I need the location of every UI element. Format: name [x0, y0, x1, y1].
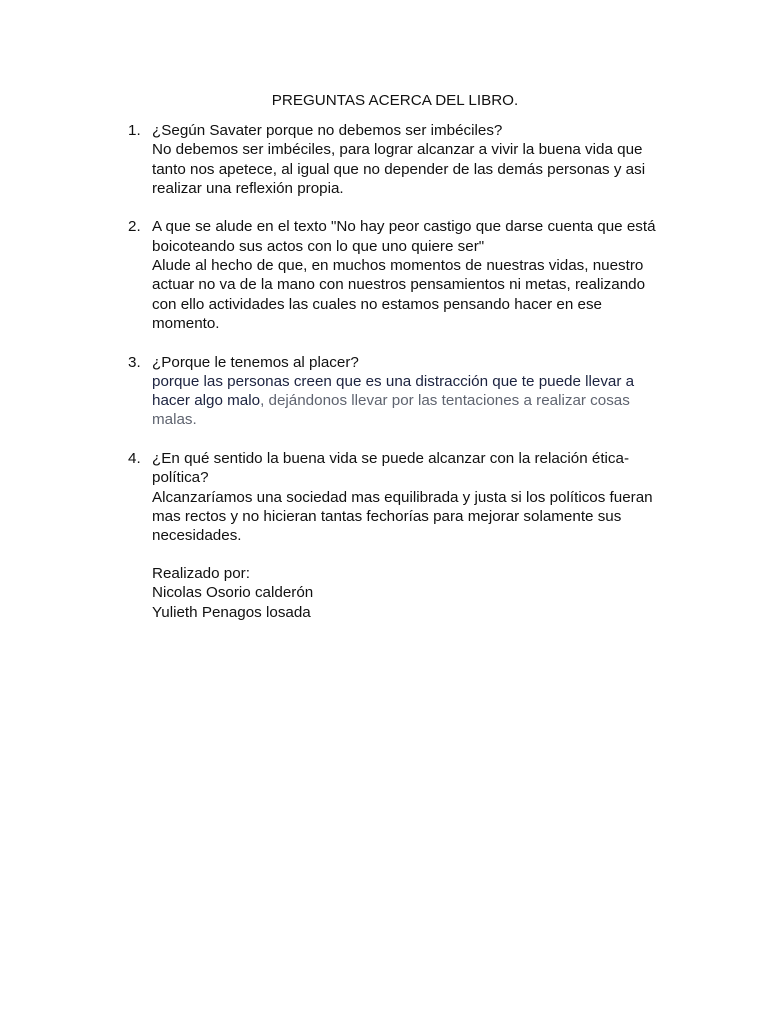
question-number: 4.: [128, 450, 141, 468]
author-name: Yulieth Penagos losada: [152, 603, 311, 621]
question-text: ¿Según Savater porque no debemos ser imbéciles?: [152, 122, 503, 139]
question-list: [128, 121, 658, 565]
answer-muted-text: , dejándonos llevar por las tentaciones a realizar cosas malas.: [152, 392, 630, 429]
question-text: ¿Porque le tenemos al placer?: [152, 353, 359, 371]
document-title: PREGUNTAS ACERCA DEL LIBRO.: [271, 92, 519, 109]
answer-text: No debemos ser imbéciles, para lograr alcanzar a vivir la buena vida que tanto nos apetece, al igual que no depender de las demás personas y asi realizar una reflexión propia.: [152, 141, 646, 197]
signature-block: [152, 564, 652, 622]
answer-text: Alcanzaríamos una sociedad mas equilibrada y justa si los políticos fueran mas rectos y no hicieran tantas fechorías para mejorar solamente sus necesidades.: [152, 488, 653, 545]
question-number: 3.: [128, 353, 141, 371]
question-item-1: [128, 121, 658, 198]
answer-main-text: porque las personas creen que es una distracción que te puede llevar a hacer algo malo: [152, 372, 635, 410]
answer-text: [152, 372, 658, 430]
author-name: Nicolas Osorio calderón: [152, 584, 314, 602]
question-text: A que se alude en el texto "No hay peor castigo que darse cuenta que está boicoteando sus actos con lo que uno quiere ser": [152, 218, 656, 255]
question-text: ¿En qué sentido la buena vida se puede alcanzar con la relación ética-política?: [152, 450, 630, 487]
signature-label: Realizado por:: [152, 565, 250, 582]
question-item-4: [128, 449, 658, 545]
question-number: 2.: [128, 218, 141, 236]
question-item-3: [128, 353, 658, 430]
question-item-2: [128, 217, 658, 333]
answer-text: Alude al hecho de que, en muchos momentos de nuestras vidas, nuestro actuar no va de la mano con nuestros pensamientos ni metas, realizando con ello actividades las cuales no estamos pensando hacer en ese momento.: [152, 257, 646, 332]
question-number: 1.: [128, 122, 141, 139]
